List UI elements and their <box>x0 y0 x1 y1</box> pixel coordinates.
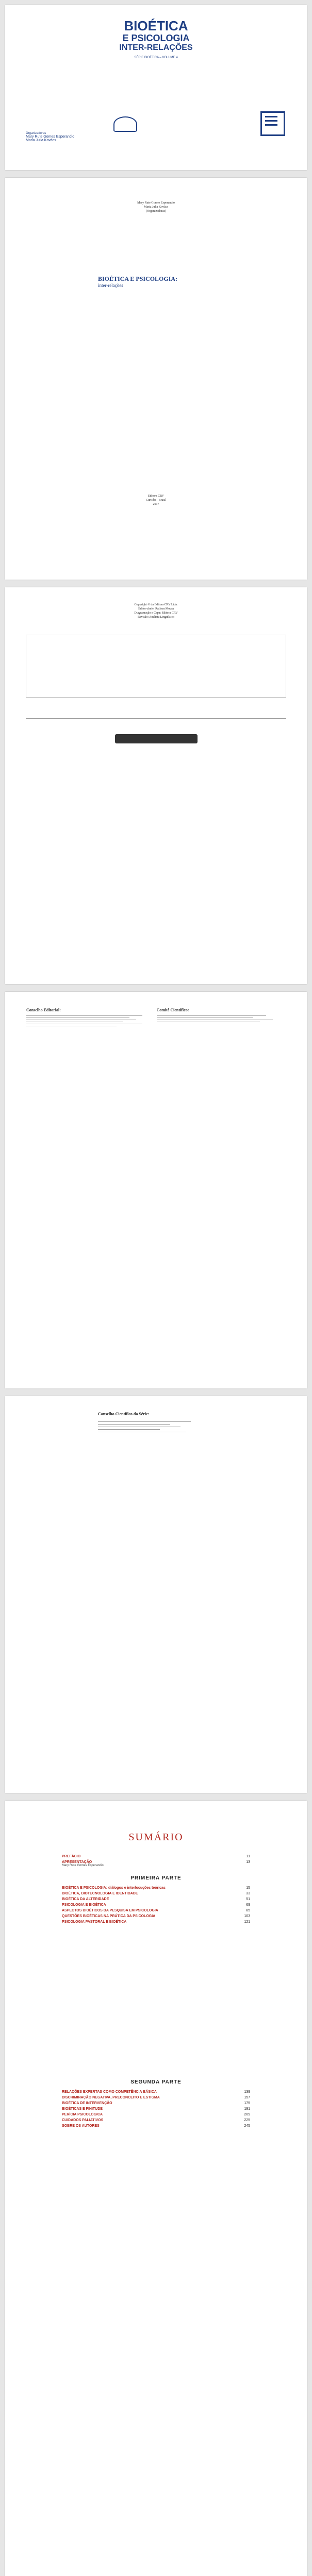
toc-item-title: APRESENTAÇÃO <box>62 1860 92 1864</box>
toc-item[interactable] <box>62 1908 250 1913</box>
copyright-diagramacao: Diagramação e Capa: Editora CRV <box>134 612 178 615</box>
board-page <box>5 992 307 1388</box>
toc-item-page: 85 <box>246 1909 250 1912</box>
cover-page <box>5 5 307 170</box>
toc-item-title: PERÍCIA PSICOLÓGICA <box>62 2113 103 2116</box>
toc-item-title: ASPECTOS BIOÉTICOS DA PESQUISA EM PSICOLOGIA <box>62 1909 158 1912</box>
toc-item[interactable] <box>62 1891 250 1896</box>
toc-item-title: PSICOLOGIA PASTORAL E BIOÉTICA <box>62 1920 127 1924</box>
toc-item-page: 15 <box>246 1886 250 1890</box>
toc-item-title: BIOÉTICAS E FINITUDE <box>62 2107 103 2111</box>
sumario-page <box>5 1801 307 2576</box>
series-committee-page <box>5 1396 307 1793</box>
board-right-title: Comitê Científico: <box>156 1008 189 1012</box>
toc-item-title: CUIDADOS PALIATIVOS <box>62 2119 104 2122</box>
toc-item-page: 121 <box>244 1920 250 1924</box>
toc-item[interactable] <box>62 1885 250 1891</box>
title-page-subtitle: inter-relações <box>98 283 123 288</box>
toc-item[interactable] <box>62 1913 250 1919</box>
toc-item-title: QUESTÕES BIOÉTICAS NA PRÁTICA DA PSICOLOGIA <box>62 1914 156 1918</box>
cover-seal-icon <box>113 116 137 132</box>
toc-item-page: 175 <box>244 2102 250 2105</box>
toc-item-title: BIOÉTICA DE INTERVENÇÃO <box>62 2102 112 2105</box>
toc-item-page: 13 <box>246 1860 250 1864</box>
toc-item[interactable] <box>62 2106 250 2112</box>
sumario-part2: SEGUNDA PARTE <box>130 2079 182 2085</box>
toc-item-title: BIOÉTICA E PSICOLOGIA: diálogos e interlocuções teóricas <box>62 1886 166 1890</box>
toc-item-title: SOBRE OS AUTORES <box>62 2124 100 2128</box>
toc-item-page: 209 <box>244 2113 250 2116</box>
cover-org-label: Organizadoras <box>26 132 46 135</box>
board-left-title: Conselho Editorial: <box>26 1008 61 1012</box>
toc-item-title: RELAÇÕES EXPERTAS COMO COMPETÊNCIA BÁSICA <box>62 2090 157 2094</box>
catalog-card <box>26 635 286 698</box>
cover-title-line1: BIOÉTICA <box>124 18 188 33</box>
copyright-revisao: Revisão: Analista Linguístico <box>138 616 174 619</box>
board-right-list <box>157 1015 286 1022</box>
toc-item-page: 191 <box>244 2107 250 2111</box>
toc-item-title: PSICOLOGIA E BIOÉTICA <box>62 1903 106 1907</box>
sumario-part1: PRIMEIRA PARTE <box>130 1875 182 1881</box>
toc-item-page: 157 <box>244 2096 250 2099</box>
toc-item-author: Mary Rute Gomes Esperandio <box>62 1864 104 1867</box>
toc-item[interactable] <box>62 1902 250 1908</box>
toc-item-page: 139 <box>244 2090 250 2094</box>
toc-item[interactable] <box>62 1859 250 1868</box>
toc-item-page: 103 <box>244 1914 250 1918</box>
catalog-card-text <box>26 635 286 641</box>
sumario-heading: SUMÁRIO <box>128 1832 184 1843</box>
toc-item-title: BIOÉTICA, BIOTECNOLOGIA E IDENTIDADE <box>62 1892 138 1895</box>
toc-item[interactable] <box>62 1919 250 1925</box>
toc-item[interactable] <box>62 2100 250 2106</box>
toc-item-title: BIOÉTICA DA ALTERIDADE <box>62 1897 109 1901</box>
title-page-organizers: Mary Rute Gomes Esperandio Maria Julia Kovács (Organizadoras) <box>137 201 175 213</box>
toc-item-page: 225 <box>244 2119 250 2122</box>
toc-item[interactable] <box>62 1896 250 1902</box>
series-committee-list <box>98 1421 201 1432</box>
copyright-page <box>5 587 307 984</box>
board-left-list <box>26 1015 156 1026</box>
copyright-line: Copyright © da Editora CRV Ltda. <box>134 603 178 606</box>
series-committee-title: Conselho Científico da Série: <box>98 1412 150 1416</box>
toc-item-page: 33 <box>246 1892 250 1895</box>
copyright-editor: Editor-chefe: Railson Moura <box>138 607 174 611</box>
toc-item-page: 51 <box>246 1897 250 1901</box>
cover-series: SÉRIE BIOÉTICA – VOLUME 4 <box>134 56 178 59</box>
toc-item[interactable] <box>62 2117 250 2123</box>
toc-item-page: 11 <box>246 1855 250 1858</box>
toc-item[interactable] <box>62 2089 250 2095</box>
title-page-title: BIOÉTICA E PSICOLOGIA: <box>98 275 178 282</box>
toc-item-title: DISCRIMINAÇÃO NEGATIVA, PRECONCEITO E ESTIGMA <box>62 2096 160 2099</box>
toc-item[interactable] <box>62 1854 250 1859</box>
cover-logo-icon <box>260 111 285 136</box>
cover-org2: Maria Julia Kovács <box>26 139 56 142</box>
toc-item-title: PREFÁCIO <box>62 1855 81 1858</box>
toc-item[interactable] <box>62 2095 250 2100</box>
toc-item[interactable] <box>62 2123 250 2129</box>
cover-title-line2: E PSICOLOGIA <box>122 33 190 43</box>
title-page-city-year: Curitiba - Brasil 2017 <box>146 499 166 506</box>
cover-title-line3: INTER-RELAÇÕES <box>119 43 193 52</box>
cover-org1: Mary Rute Gomes Esperandio <box>26 135 75 139</box>
toc-item-page: 245 <box>244 2124 250 2128</box>
title-page <box>5 178 307 580</box>
title-page-publisher: Editora CRV <box>147 495 165 498</box>
toc-item-page: 69 <box>246 1903 250 1907</box>
store-badge-icon <box>115 734 198 743</box>
toc-item[interactable] <box>62 2112 250 2117</box>
sumario-list <box>62 1854 250 2129</box>
